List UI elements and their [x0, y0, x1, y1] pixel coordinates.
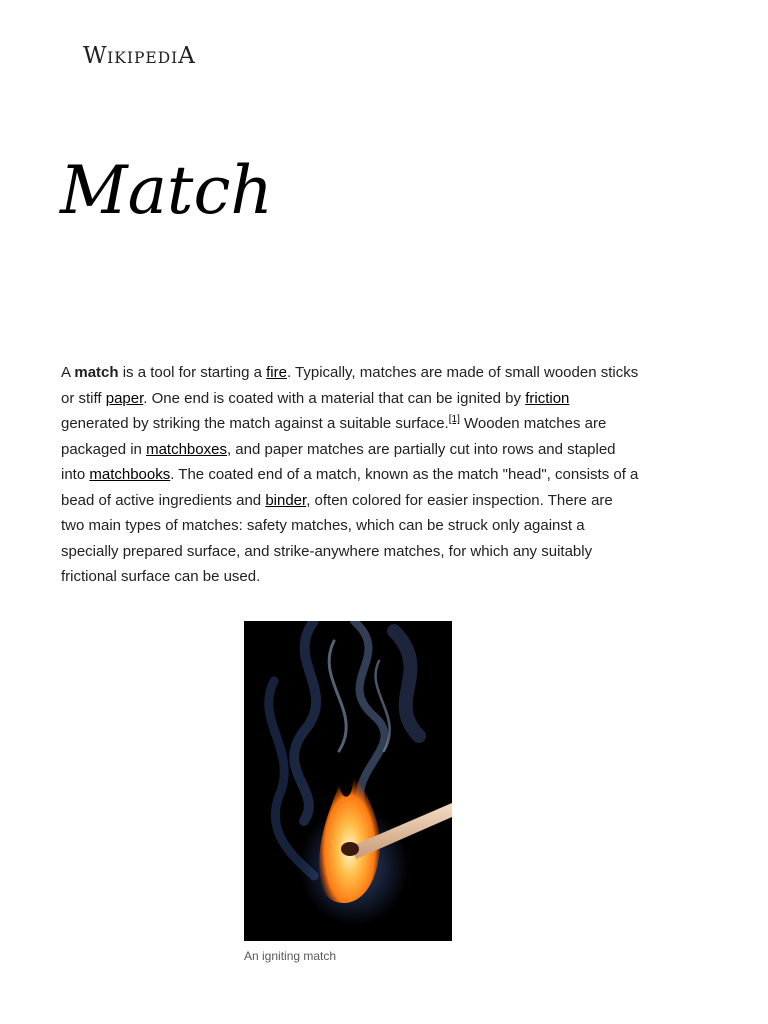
bold-term: match: [74, 364, 119, 381]
lead-text: , and paper matches are partially cut into rows and stapled into: [61, 440, 616, 483]
wordmark-part: W: [83, 43, 108, 69]
lead-text: A: [61, 364, 75, 381]
lead-text: generated by striking the match against a suitable surface.: [61, 415, 449, 432]
igniting-match-photo[interactable]: [244, 621, 452, 941]
link-paper[interactable]: paper: [105, 389, 144, 407]
lead-paragraph: [61, 360, 639, 590]
wordmark-part: A: [178, 43, 196, 69]
link-friction[interactable]: friction: [525, 389, 570, 407]
lead-text: is a tool for starting a: [118, 364, 267, 381]
link-matchbooks[interactable]: matchbooks: [89, 466, 171, 483]
figure-caption: An igniting match: [244, 949, 337, 963]
reference-marker: [449, 414, 460, 425]
lead-text: . Typically, matches are made of small wooden sticks or stiff: [61, 364, 639, 407]
wikipedia-wordmark[interactable]: [83, 42, 195, 72]
wordmark-part: IKIPEDI: [107, 49, 179, 67]
link-binder[interactable]: binder: [265, 491, 307, 509]
match-head: [341, 842, 359, 856]
link-matchboxes[interactable]: matchboxes: [146, 440, 227, 458]
lead-text: Wooden matches are packaged in: [61, 415, 607, 458]
lead-text: . The coated end of a match, known as the match "head", consists of a bead of active ingredients and: [61, 466, 639, 509]
reference-link[interactable]: [1]: [448, 414, 460, 425]
page-title: Match: [60, 152, 273, 229]
link-fire[interactable]: fire: [266, 364, 287, 381]
lead-text: . One end is coated with a material that can be ignited by: [143, 389, 526, 407]
article-figure: [244, 621, 452, 964]
lead-text: , often colored for easier inspection. There are two main types of matches: safety matches, which can be struck only against a specially prepared surface, and strike-anywhere matches, for which any suitably frictional surface can be used.: [61, 491, 613, 585]
